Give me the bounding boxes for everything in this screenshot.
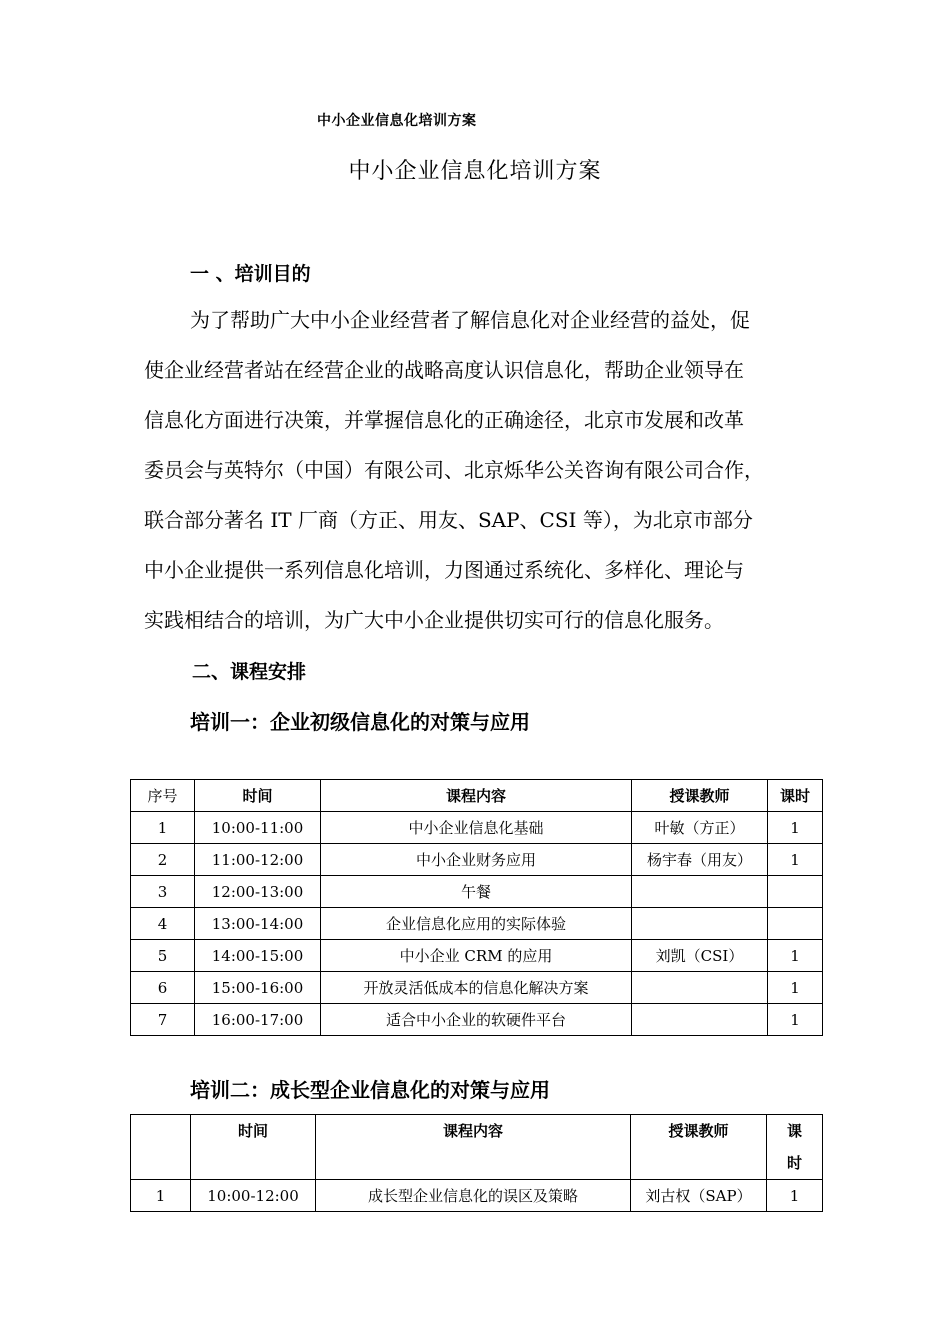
cell-time: 16:00-17:00 [195, 1004, 321, 1036]
table-row [131, 1180, 823, 1212]
cell-teacher: 刘古权（SAP） [631, 1180, 767, 1212]
cell-hours [768, 876, 823, 908]
cell-hours: 1 [768, 1004, 823, 1036]
cell-content: 午餐 [321, 876, 632, 908]
table-row [131, 876, 823, 908]
paragraph-line: 使企业经营者站在经营企业的战略高度认识信息化，帮助企业领导在 [144, 358, 744, 382]
header-content: 课程内容 [321, 780, 632, 812]
cell-hours: 1 [768, 940, 823, 972]
training1-heading: 培训一：企业初级信息化的对策与应用 [190, 710, 530, 734]
cell-index: 3 [131, 876, 195, 908]
header-index [131, 1115, 191, 1180]
cell-index: 4 [131, 908, 195, 940]
header-time: 时间 [195, 780, 321, 812]
cell-content: 适合中小企业的软硬件平台 [321, 1004, 632, 1036]
table-row [131, 908, 823, 940]
section-heading-schedule: 二、课程安排 [192, 661, 307, 683]
table-row [131, 972, 823, 1004]
training2-table [130, 1114, 823, 1212]
cell-teacher [632, 1004, 768, 1036]
paragraph-line: 为了帮助广大中小企业经营者了解信息化对企业经营的益处，促 [190, 308, 750, 332]
table-row [131, 940, 823, 972]
cell-teacher [632, 876, 768, 908]
cell-hours: 1 [768, 844, 823, 876]
cell-index: 5 [131, 940, 195, 972]
cell-teacher: 刘凯（CSI） [632, 940, 768, 972]
cell-teacher [632, 972, 768, 1004]
paragraph-line: 委员会与英特尔（中国）有限公司、北京烁华公关咨询有限公司合作， [144, 458, 764, 482]
cell-index: 6 [131, 972, 195, 1004]
cell-content: 中小企业信息化基础 [321, 812, 632, 844]
header-hours [767, 1115, 823, 1180]
header-hours-line: 时 [786, 1154, 802, 1172]
table-header-row [131, 1115, 823, 1180]
cell-content: 开放灵活低成本的信息化解决方案 [321, 972, 632, 1004]
section-heading-purpose: 一 、培训目的 [190, 263, 311, 285]
cell-time: 13:00-14:00 [195, 908, 321, 940]
cell-time: 12:00-13:00 [195, 876, 321, 908]
header-time: 时间 [191, 1115, 316, 1180]
cell-hours [768, 908, 823, 940]
cell-hours: 1 [768, 972, 823, 1004]
table-row [131, 1004, 823, 1036]
table-row [131, 812, 823, 844]
training2-heading: 培训二：成长型企业信息化的对策与应用 [190, 1078, 550, 1102]
header-teacher: 授课教师 [632, 780, 768, 812]
running-header: 中小企业信息化培训方案 [317, 113, 477, 129]
cell-index: 7 [131, 1004, 195, 1036]
paragraph-line: 信息化方面进行决策，并掌握信息化的正确途径，北京市发展和改革 [144, 408, 744, 432]
header-hours: 课时 [768, 780, 823, 812]
cell-content: 成长型企业信息化的误区及策略 [316, 1180, 631, 1212]
cell-teacher [632, 908, 768, 940]
header-index: 序号 [131, 780, 195, 812]
header-teacher: 授课教师 [631, 1115, 767, 1180]
paragraph-line: 实践相结合的培训，为广大中小企业提供切实可行的信息化服务。 [144, 608, 724, 632]
document-title: 中小企业信息化培训方案 [348, 159, 602, 184]
cell-time: 14:00-15:00 [195, 940, 321, 972]
cell-hours: 1 [767, 1180, 823, 1212]
cell-index: 2 [131, 844, 195, 876]
cell-time: 10:00-11:00 [195, 812, 321, 844]
cell-content: 中小企业财务应用 [321, 844, 632, 876]
paragraph-line: 联合部分著名 IT 厂商（方正、用友、SAP、CSI 等），为北京市部分 [144, 508, 753, 532]
table-row [131, 844, 823, 876]
cell-teacher: 叶敏（方正） [632, 812, 768, 844]
cell-time: 15:00-16:00 [195, 972, 321, 1004]
header-content: 课程内容 [316, 1115, 631, 1180]
cell-teacher: 杨宇春（用友） [632, 844, 768, 876]
cell-time: 10:00-12:00 [191, 1180, 316, 1212]
cell-index: 1 [131, 1180, 191, 1212]
table-header-row [131, 780, 823, 812]
paragraph-line: 中小企业提供一系列信息化培训，力图通过系统化、多样化、理论与 [144, 558, 744, 582]
cell-index: 1 [131, 812, 195, 844]
training1-table [130, 779, 823, 1036]
cell-hours: 1 [768, 812, 823, 844]
purpose-paragraph [144, 303, 824, 653]
header-hours-line: 课 [786, 1122, 802, 1140]
cell-time: 11:00-12:00 [195, 844, 321, 876]
cell-content: 企业信息化应用的实际体验 [321, 908, 632, 940]
cell-content: 中小企业 CRM 的应用 [321, 940, 632, 972]
